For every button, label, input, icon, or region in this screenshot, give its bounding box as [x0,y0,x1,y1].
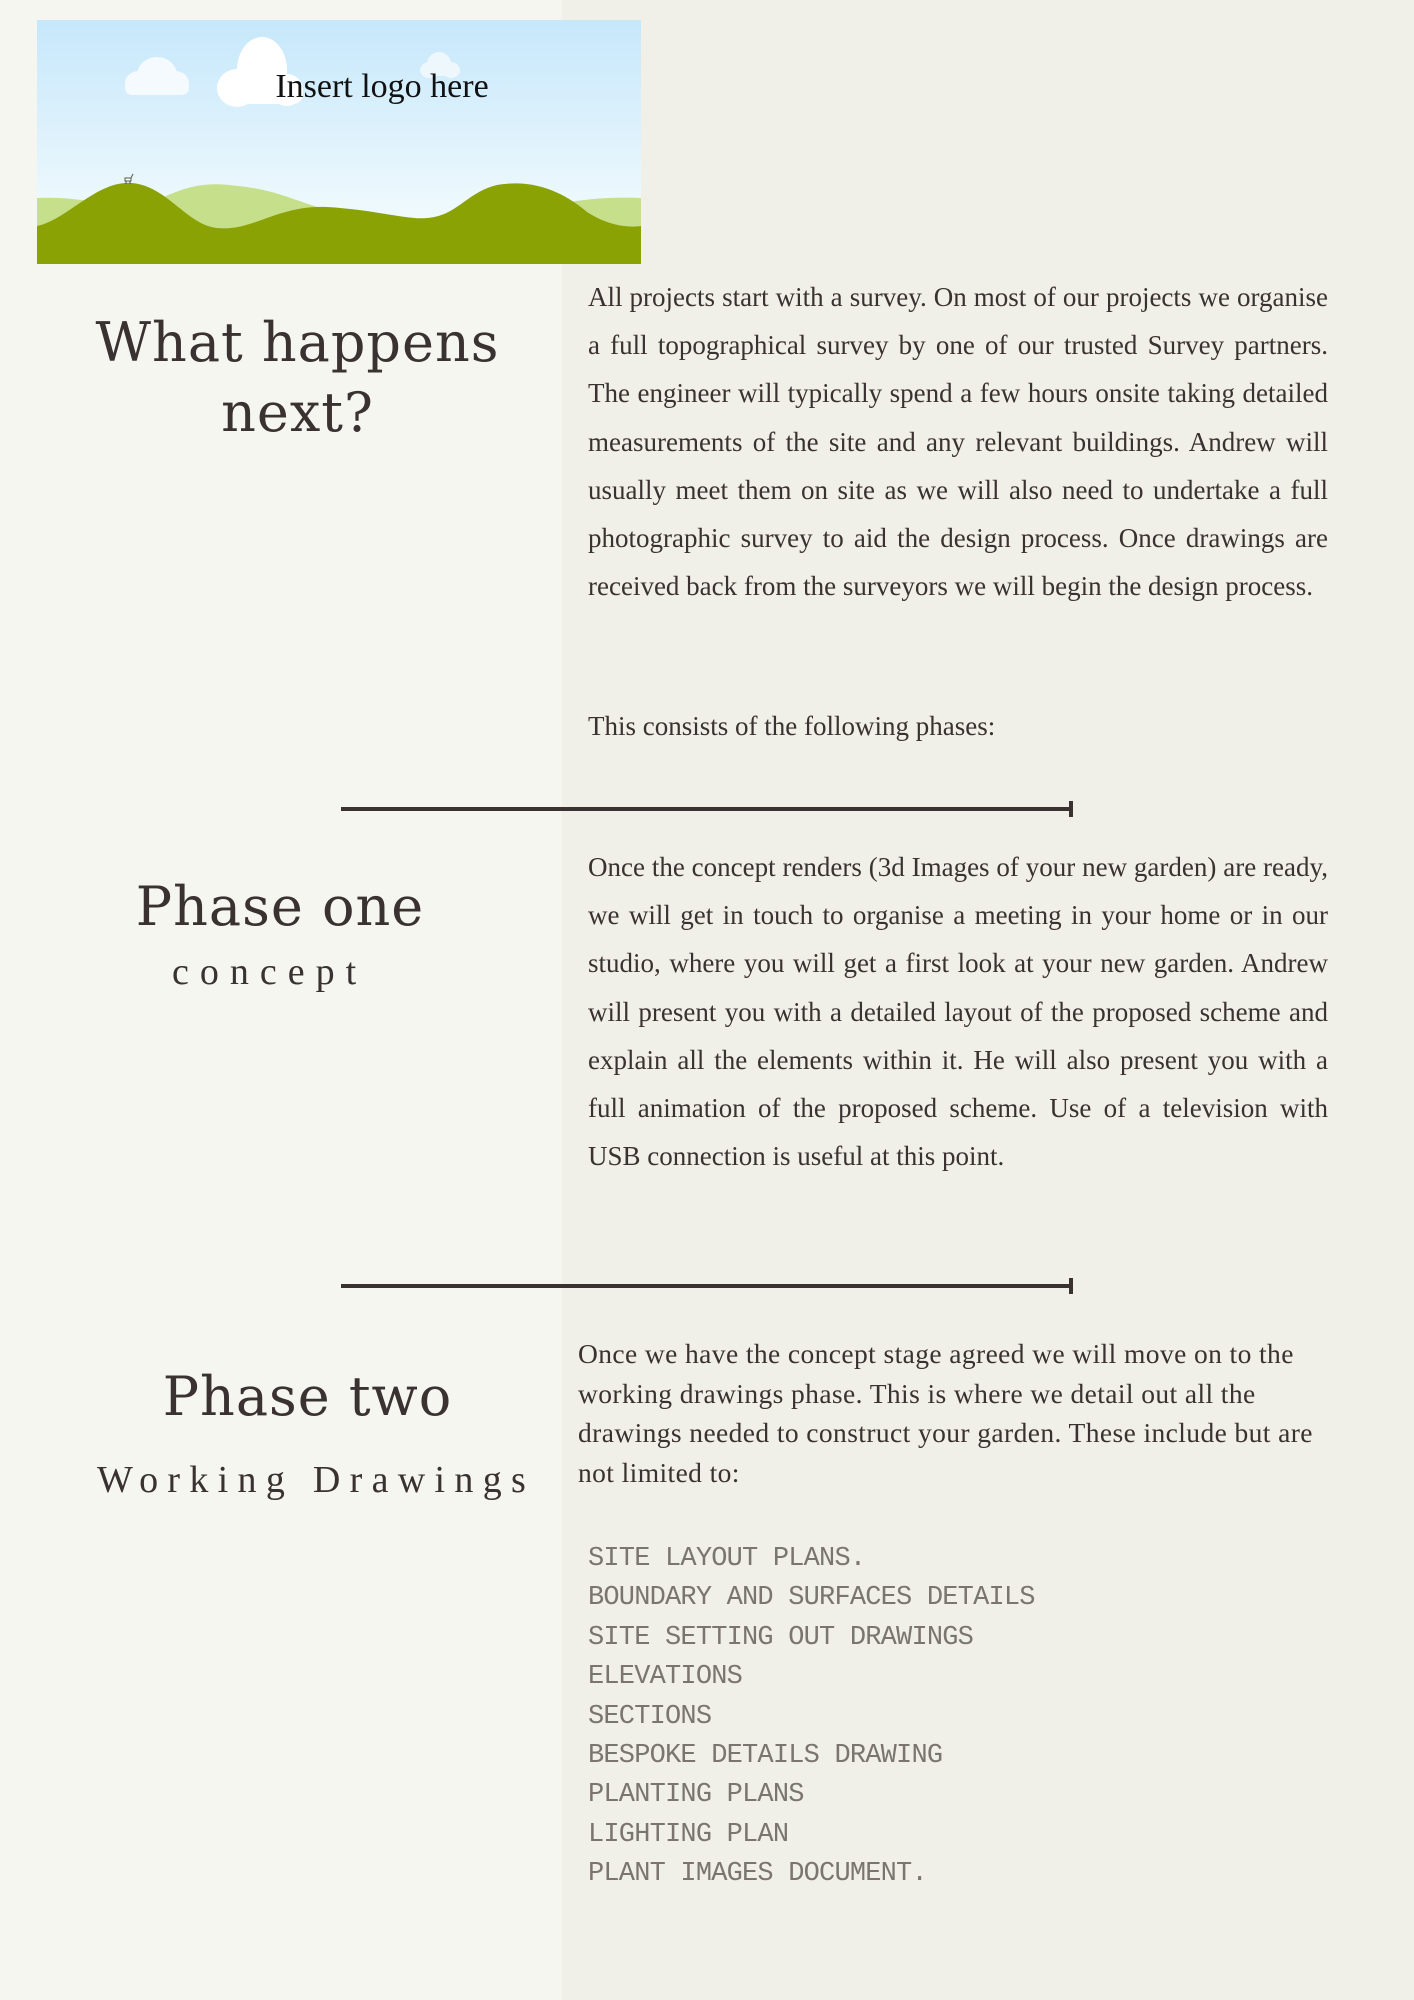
list-item: SECTIONS [588,1701,712,1732]
intro-tail-text: This consists of the following phases: [588,711,996,741]
phase-one-subtitle: concept [172,951,368,993]
list-item: BESPOKE DETAILS DRAWING [588,1741,943,1772]
list-item: PLANTING PLANS [588,1780,804,1811]
page-title [40,308,555,448]
phase-two-title: Phase two [162,1365,453,1428]
page-title-line1: What happens [95,311,500,374]
landscape-illustration-icon [37,20,641,264]
list-item: BOUNDARY AND SURFACES DETAILS [588,1583,1035,1614]
intro-paragraph: All projects start with a survey. On most of our projects we organise a full topographical survey by one of our trusted Survey partners. The engineer will typically spend a few hours onsite taking detailed measurements of the site and any relevant buildings. Andrew will usually meet them on site as we will also need to undertake a full photographic survey to aid the design process. Once drawings are received back from the surveyors we will begin the design process. [588,282,1328,602]
list-item: LIGHTING PLAN [588,1819,789,1850]
phase-one-paragraph: Once the concept renders (3d Images of your new garden) are ready, we will get in touch to organise a meeting in your home or in our studio, where you will get a first look at your new garden. Andrew will present you with a detailed layout of the proposed scheme and explain all the elements within it. He will also present you with a full animation of the proposed scheme. Use of a television with USB connection is useful at this point. [588,852,1328,1172]
page-title-line2: next? [221,381,374,444]
left-panel [0,0,562,2000]
phase-two-subtitle: Working Drawings [97,1459,536,1501]
section-divider [341,807,1071,811]
phase-two-paragraph: Once we have the concept stage agreed we will move on to the working drawings phase. This is where we detail out all the drawings needed to construct your garden. These include but are not limited to: [578,1338,1313,1488]
divider-end-cap [1069,1278,1073,1294]
list-item: PLANT IMAGES DOCUMENT. [588,1859,927,1890]
logo-placeholder-text: Insert logo here [275,68,489,105]
section-divider [341,1284,1071,1288]
list-item: SITE LAYOUT PLANS. [588,1544,866,1574]
divider-end-cap [1069,801,1073,817]
deliverables-list [588,1540,1035,1895]
phase-one-title: Phase one [135,875,425,938]
list-item: ELEVATIONS [588,1662,743,1693]
logo-placeholder [37,20,641,264]
list-item: SITE SETTING OUT DRAWINGS [588,1622,974,1653]
